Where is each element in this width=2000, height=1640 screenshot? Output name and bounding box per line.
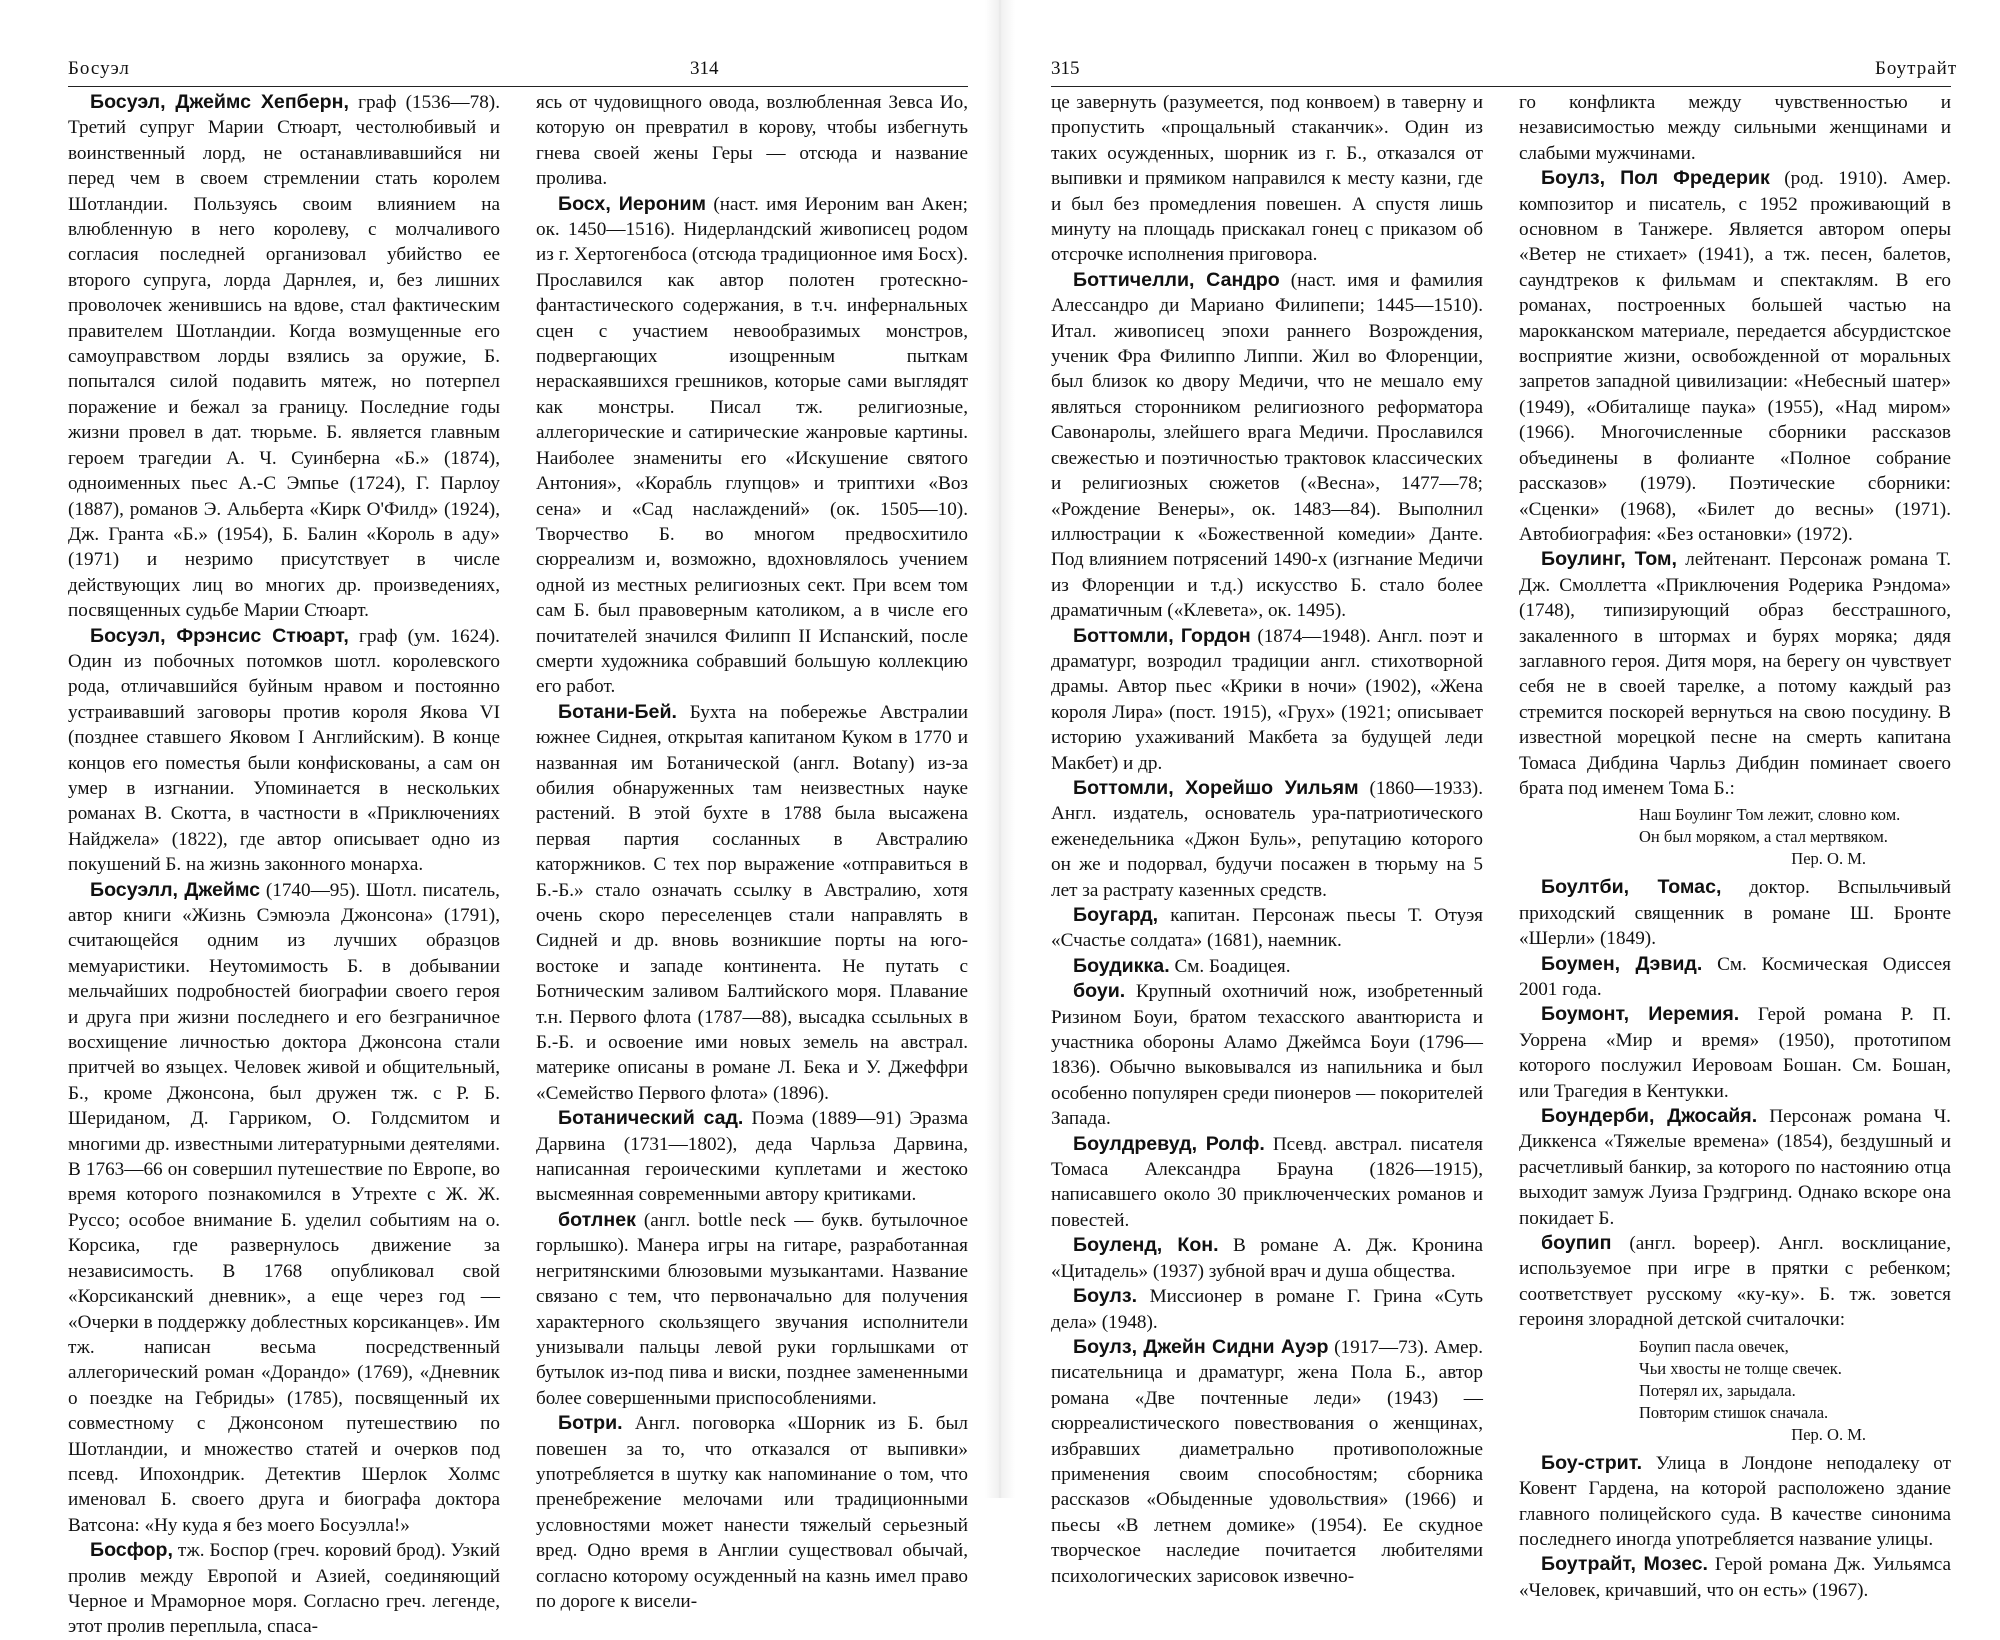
entry-text: Персонаж романа Ч. Диккенса «Тяжелые времена» (1854), бездушный и расчетливый банкир, за которого по настоянию отца выходит замуж Луиза Грэдгринд. Однако вскоре она покидает Б. [1519, 1106, 1951, 1229]
poem-line: Потерял их, зарыдала. [1639, 1380, 1796, 1400]
entry-text: В романе А. Дж. Кронина «Цитадель» (1937) зубной врач и душа общества. [1051, 1235, 1483, 1282]
dictionary-entry [1051, 1233, 1483, 1284]
dictionary-entry [1519, 1002, 1951, 1104]
entry-headword: Босфор, [90, 1539, 173, 1562]
entry-text: Бухта на побережье Австралии южнее Сиднея, открытая капитаном Куком в 1770 и названная им Ботанической (англ. Botany) из-за обилия обнаруженных там неизвестных науке растений. В этой бухте в 1788 была высажена первая партия сосланных в Австралию каторжников. С тех пор выражение «отправиться в Б.-Б.» стало означать ссылку в Австралию, хотя очень скоро переселенцев стали направлять в Сидней и др. вновь возникшие порты на юго-востоке и западе континента. Не путать с Ботническим заливом Балтийского моря. Плавание т.н. Первого флота (1787—88), высадка ссыльных в Б.-Б. и освоение ими новых земель на австрал. материке описаны в романе Л. Бека и У. Джеффри «Семейство Первого флота» (1896). [536, 701, 968, 1104]
entry-text: (1917—73). Амер. писательница и драматург, жена Пола Б., автор романа «Две почтенные леди» (1943) — сюрреалистического повествования о женщинах, избравших диаметрально противоположные применения своим способностям; сборника рассказов «Обыденные удовольствия» (1966) и пьесы «В летнем домике» (1954). Ее скудное творческое наследие почитается любителями психологических зарисовок извечно- [1051, 1336, 1484, 1587]
left-page-number: 314 [690, 58, 719, 79]
entry-text: тж. Боспор (греч. коровий брод). Узкий пролив между Европой и Азией, соединяющий Черное и Мраморное моря. Согласно греч. легенде, этот пролив переплыла, спаса- [68, 1540, 500, 1638]
entry-headword: Боулз, Пол Фредерик [1541, 167, 1770, 190]
dictionary-entry [1519, 547, 1951, 801]
entry-headword: боупип [1541, 1232, 1612, 1255]
entry-text: (1874—1948). Англ. поэт и драматург, возродил традиции англ. стихотворной драмы. Автор пьес «Крики в ночи» (1902), «Жена короля Лира» (пост. 1915), «Грух» (1921; описывает историю ухаживаний Макбета за будущей леди Макбет) и др. [1051, 625, 1484, 774]
entry-text: См. Космическая Одиссея 2001 года. [1519, 953, 1952, 1000]
poem-line: Наш Боулинг Том лежит, словно ком. [1639, 805, 1901, 825]
left-running-head: Босуэл [68, 58, 130, 79]
entry-headword: Босуэлл, Джеймс [90, 878, 261, 901]
entry-headword: Боттичелли, Сандро [1073, 268, 1280, 291]
entry-text: (англ. bopeep). Англ. восклицание, используемое при игре в прятки с ребенком; соответствует русскому «ку-ку». Б. тж. зовется героиня злорадной детской считалочки: [1519, 1233, 1951, 1331]
entry-text: (1740—95). Шотл. писатель, автор книги «Жизнь Сэмюэла Джонсона» (1791), считающейся одним из лучших образцов мемуаристики. Неутомимость Б. в добывании мельчайших подробностей биографии своего героя и друга при жизни последнего и его безграничное восхищение личностью доктора Джонсона стали притчей во языцех. Человек живой и общительный, Б., кроме Джонсона, был дружен тж. с Р. Б. Шериданом, Д. Гарриком, О. Голдсмитом и многими др. известными литературными деятелями. В 1763—66 он совершил путешествие по Европе, во время которого познакомился в Утрехте с Ж. Ж. Руссо; особое внимание Б. уделил событиям на о. Корсика, где развернулось движение за независимость. В 1768 опубликовал свой «Корсиканский дневник», а еще через год — «Очерки в поддержку доблестных корсиканцев». Им тж. написан весьма посредственный аллегорический роман «Дорандо» (1769), «Дневник о поездке на Гебриды» (1785), посвященный их совместному с Джонсоном путешествию по Шотландии, и множество статей и очерков под псевд. Ипохондрик. Детектив Шерлок Холмс именовал Б. своего друга и биографа доктора Ватсона: «Ну куда я без моего Босуэлла!» [68, 879, 500, 1536]
translator-credit: Пер. О. М. [1791, 1424, 1866, 1444]
entry-headword: Босуэл, Фрэнсис Стюарт, [90, 624, 349, 647]
left-column-1 [68, 90, 500, 1640]
dictionary-entry [1519, 875, 1951, 951]
dictionary-entry [536, 90, 968, 192]
dictionary-entry [1519, 90, 1951, 166]
dictionary-entry [1051, 776, 1483, 903]
poem-verse [1519, 1336, 1951, 1446]
book-gutter [985, 0, 1015, 1498]
entry-headword: Ботри. [558, 1412, 623, 1435]
entry-headword: Боугард, [1073, 904, 1159, 926]
entry-headword: Босх, Иероним [558, 192, 707, 215]
entry-text: (наст. имя Иероним ван Акен; ок. 1450—1516). Нидерландский живописец родом из г. Хертогенбоса (отсюда традиционное имя Босх). Прославился как автор полотен гротескно-фантастического содержания, в т.ч. инфернальных сцен с участием невообразимых монстров, подвергающих изощренным пыткам нераскаявшихся грешников, которые сами выглядят как монстры. Писал тж. религиозные, аллегорические и сатирические жанровые картины. Наиболее знамениты его «Искушение святого Антония», «Корабль глупцов» и триптихи «Воз сена» и «Сад наслаждений» (ок. 1505—10). Творчество Б. во многом предвосхитило сюрреализм и, возможно, вдохновлялось учением одной из местных религиозных сект. При всем том сам Б. был правоверным католиком, а в числе его почитателей значился Филипп II Испанский, после смерти художника собравший большую коллекцию его работ. [536, 193, 968, 698]
entry-headword: Боулдревуд, Ролф. [1073, 1132, 1265, 1155]
entry-text: Псевд. австрал. писателя Томаса Александра Брауна (1826—1915), написавшего около 30 приключенческих романов и повестей. [1051, 1133, 1483, 1231]
entry-text: (наст. имя и фамилия Алессандро ди Мариано Филипепи; 1445—1510). Итал. живописец эпохи раннего Возрождения, ученик Фра Филиппо Липпи. Жил во Флоренции, был близок ко двору Медичи, что не мешало ему являться сторонником религиозного реформатора Савонаролы, злейшего врага Медичи. Прославился свежестью и поэтичностью трактовок классических и религиозных сюжетов («Весна», 1477—78; «Рождение Венеры», ок. 1483—84). Выполнил иллюстрации к «Божественной комедии» Данте. Под влиянием потрясений 1490-х (изгнание Медичи из Флоренции и т.д.) искусство Б. стало более драматичным («Клевета», ок. 1495). [1051, 269, 1483, 622]
entry-headword: Боуленд, Кон. [1073, 1234, 1219, 1257]
entry-headword: Боулз. [1073, 1285, 1138, 1308]
entry-text: го конфликта между чувственностью и независимостью между сильными женщинами и слабыми мужчинами. [1519, 92, 1951, 164]
right-column-1 [1051, 90, 1483, 1589]
entry-text: це завернуть (разумеется, под конвоем) в таверну и пропустить «прощальный стаканчик». Один из таких осужденных, шорник из г. Б., отказался от выпивки и прямиком направился к месту казни, где и был без промедления повешен. А спустя лишь минуту на площадь прискакал гонец с приказом об отсрочке исполнения приговора. [1051, 92, 1483, 266]
poem-line: Чьи хвосты не толще свечек. [1639, 1358, 1842, 1378]
dictionary-entry [536, 1106, 968, 1208]
dictionary-entry [536, 1411, 968, 1614]
entry-headword: Боттомли, Гордон [1073, 624, 1251, 647]
dictionary-entry [1051, 624, 1483, 776]
dictionary-entry [1051, 1132, 1483, 1234]
entry-text: См. Боадицея. [1169, 955, 1291, 977]
entry-text: Миссионер в романе Г. Грина «Суть дела» (1948). [1051, 1286, 1483, 1333]
entry-text: лейтенант. Персонаж романа Т. Дж. Смоллетта «Приключения Родерика Рэндома» (1748), типизирующий образ бесстрашного, закаленного в штормах и бурях моряка; дядя заглавного героя. Дитя моря, на берегу он чувствует себя не в своей тарелке, а потому каждый раз стремится поскорей вернуться на свою посудину. В известной морецкой песне на смерть капитана Томаса Дибдина Чарльз Дибдин поминает своего брата под именем Тома Б.: [1519, 549, 1952, 799]
entry-headword: Боулинг, Том, [1541, 548, 1677, 571]
entry-headword: Босуэл, Джеймс Хепберн, [90, 91, 349, 113]
left-header-rule [68, 86, 968, 87]
entry-headword: ботлнек [558, 1208, 636, 1231]
entry-text: ясь от чудовищного овода, возлюбленная Зевса Ио, которую он превратил в корову, чтобы избегнуть гнева своей жены Геры — отсюда и название пролива. [536, 92, 968, 190]
entry-headword: Боутрайт, Мозес. [1541, 1553, 1708, 1576]
right-page-number: 315 [1051, 58, 1080, 79]
entry-text: граф (ум. 1624). Один из побочных потомков шотл. королевского рода, отличавшийся буйным нравом и постоянно устраивавший заговоры против короля Якова VI (позднее ставшего Яковом I Английским). В конце концов его поместья были конфискованы, а сам он умер в изгнании. Упоминается в нескольких романах В. Скотта, в частности в «Приключениях Найджела» (1822), где автор описывает одно из покушений Б. на жизнь законного монарха. [68, 625, 500, 876]
entry-text: капитан. Персонаж пьесы Т. Отуэя «Счастье солдата» (1681), наемник. [1051, 905, 1483, 952]
entry-text: (англ. bottle neck — букв. бутылочное горлышко). Манера игры на гитаре, разработанная негритянскими блюзовыми музыкантами. Название связано с тем, что первоначально для получения характерного скользящего звучания исполнители унизывали пальцы левой руки горлышками от бутылок из-под пива и виски, позднее замененными более совершенными приспособлениями. [536, 1209, 968, 1409]
entry-headword: Боулз, Джейн Сидни Ауэр [1073, 1335, 1329, 1358]
entry-text: Крупный охотничий нож, изобретенный Ризином Боуи, братом техасского авантюриста и участника обороны Аламо Джеймса Боуи (1796—1836). Обычно выковывался из напильника и был особенно популярен среди пионеров — покорителей Запада. [1051, 981, 1483, 1130]
entry-headword: Боумонт, Иеремия. [1541, 1003, 1740, 1026]
dictionary-entry [1051, 979, 1483, 1131]
dictionary-entry [1519, 1451, 1951, 1553]
entry-headword: Боудикка. [1073, 954, 1170, 977]
entry-text: доктор. Вспыльчивый приходский священник в романе Ш. Бронте «Шерли» (1849). [1519, 877, 1951, 950]
dictionary-entry [1519, 166, 1951, 547]
entry-text: граф (1536—78). Третий супруг Марии Стюарт, честолюбивый и воинственный лорд, не останавливавшийся ни перед чем в своем стремлении стать королем Шотландии. Пользуясь своим влиянием на влюбленную в него королеву, с молчаливого согласия последней организовал убийство ее второго супруга, лорда Дарнлея, и, без лишних проволочек женившись на вдове, стал фактическим правителем Шотландии. Когда возмущенные его самоуправством лорды взялись за оружие, Б. попытался силой подавить мятеж, но потерпел поражение и бежал за границу. Последние годы жизни провел в дат. тюрьме. Б. является главным героем трагедии А. Ч. Суинберна «Б.» (1874), одноименных пьес А.-С Эмпье (1724), Г. Парлоу (1887), романов Э. Альберта «Кирк О'Филд» (1924), Дж. Гранта «Б.» (1954), Б. Балин «Король в аду» (1971) и незримо присутствует в числе действующих лиц во многих др. произведениях, посвященных судьбе Марии Стюарт. [68, 92, 500, 622]
entry-headword: Боумен, Дэвид. [1541, 952, 1703, 975]
left-page [0, 0, 985, 1638]
entry-text: Улица в Лондоне неподалеку от Ковент Гардена, на которой расположено здание главного полицейского суда. В качестве синонима последнего иногда употребляется название улицы. [1519, 1452, 1951, 1550]
entry-headword: Боу-стрит. [1541, 1451, 1643, 1474]
right-header-rule [1051, 86, 1951, 87]
dictionary-entry [1519, 952, 1951, 1003]
right-page [1015, 0, 2000, 1601]
dictionary-entry [1051, 90, 1483, 268]
dictionary-entry [68, 90, 500, 624]
dictionary-entry [1519, 1552, 1951, 1603]
dictionary-entry [1051, 1284, 1483, 1335]
entry-text: (род. 1910). Амер. композитор и писатель, с 1952 проживающий в основном в Танжере. Является автором оперы «Ветер не стихает» (1941), а тж. песен, балетов, саундтреков к фильмам и спектаклям. В его романах, построенных большей частью на марокканском материале, передается абсурдистское восприятие жизни, освобожденной от моральных запретов западной цивилизации: «Небесный шатер» (1949), «Обиталище паука» (1955), «Над миром» (1966). Многочисленные сборники рассказов объединены в фолианте «Полное собрание рассказов» (1979). Поэтические сборники: «Сценки» (1968), «Билет до весны» (1971). Автобиография: «Без остановки» (1972). [1519, 168, 1951, 545]
dictionary-entry [1051, 903, 1483, 954]
entry-headword: Боундерби, Джосайя. [1541, 1105, 1758, 1128]
entry-headword: боуи. [1073, 980, 1126, 1003]
poem-line: Он был моряком, а стал мертвяком. [1639, 827, 1888, 847]
dictionary-entry [1051, 268, 1483, 624]
dictionary-entry [536, 192, 968, 700]
dictionary-entry [1051, 1335, 1483, 1589]
entry-text: Англ. поговорка «Шорник из Б. был повешен за то, что отказался от выпивки» употребляется в шутку как напоминание о том, что пренебрежение мелочами или традиционными условностями может нанести тяжелый серьезный вред. Одно время в Англии существовал обычай, согласно которому осужденный на казнь имел право по дороге к висели- [536, 1413, 968, 1612]
entry-headword: Ботани-Бей. [558, 700, 677, 723]
entry-headword: Боттомли, Хорейшо Уильям [1073, 776, 1359, 799]
poem-line: Повторим стишок сначала. [1639, 1402, 1829, 1422]
entry-headword: Ботанический сад. [558, 1107, 744, 1130]
entry-text: Герой романа Дж. Уильямса «Человек, кричавший, что он есть» (1967). [1519, 1554, 1951, 1601]
entry-headword: Боултби, Томас, [1541, 876, 1722, 899]
entry-text: (1860—1933). Англ. издатель, основатель ура-патриотического еженедельника «Джон Буль», репутацию которого он же и подорвал, будучи посажен в тюрьму на 5 лет за растрату казенных средств. [1051, 777, 1483, 901]
right-column-2 [1519, 90, 1951, 1603]
dictionary-entry [68, 878, 500, 1539]
poem-verse [1519, 804, 1951, 870]
dictionary-entry [536, 1208, 968, 1411]
dictionary-entry [1519, 1104, 1951, 1231]
entry-text: Поэма (1889—91) Эразма Дарвина (1731—1802), деда Чарльза Дарвина, написанная героическими куплетами и жестоко высмеянная современными автору критиками. [536, 1108, 968, 1206]
poem-line: Боупип пасла овечек, [1639, 1336, 1789, 1356]
right-running-head: Боутрайт [1875, 58, 1958, 79]
dictionary-entry [536, 700, 968, 1107]
dictionary-entry [68, 1538, 500, 1640]
dictionary-entry [1519, 1231, 1951, 1333]
translator-credit: Пер. О. М. [1791, 849, 1866, 869]
dictionary-entry [68, 624, 500, 878]
entry-text: Герой романа Р. П. Уоррена «Мир и время» (1950), прототипом которого послужил Иеровоам Бошан. См. Бошан, или Трагедия в Кентукки. [1519, 1004, 1951, 1102]
dictionary-entry [1051, 954, 1483, 979]
left-column-2 [536, 90, 968, 1614]
